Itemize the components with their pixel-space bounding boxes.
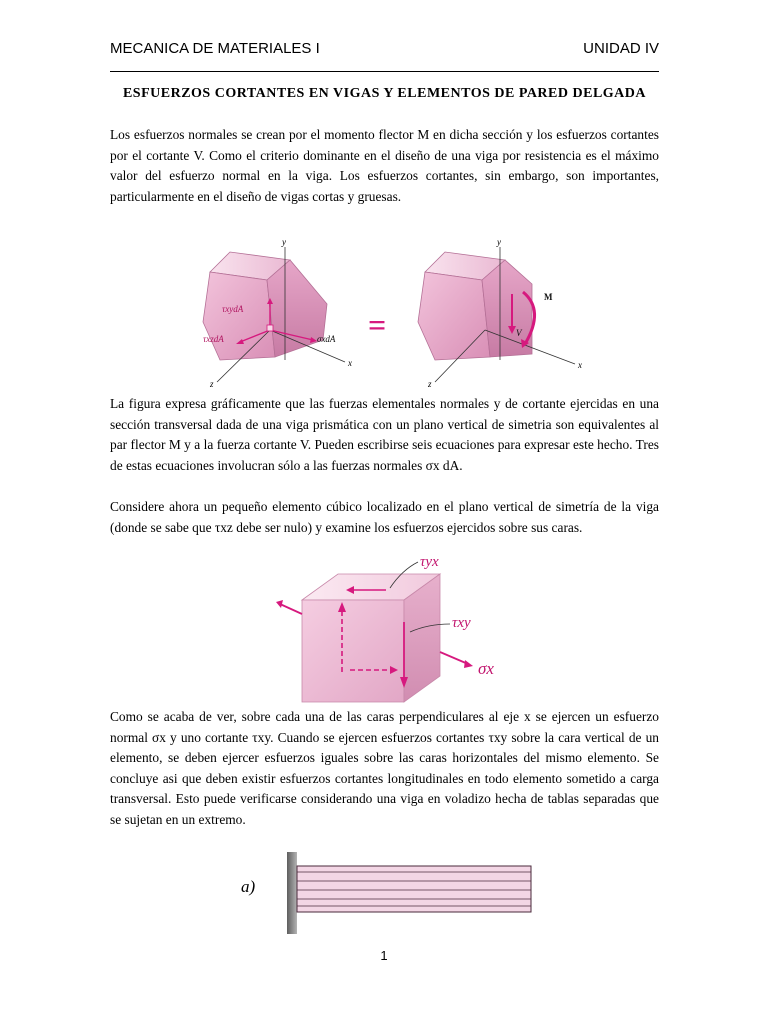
paragraph-2: La figura expresa gráficamente que las fuerzas elementales normales y de cortante ejercidas en una sección transversal dada de una viga prismática con un plano vertical de simetria son equivalentes al par flector M y a la fuerza cortante V. Pueden escribirse seis ecuaciones para expresar este hecho. Tres de estas ecuaciones involucran sólo a las fuerzas normales σx dA. [110, 396, 659, 473]
fig1-tau-xz-label: τxzdA [203, 334, 224, 344]
header-course: MECANICA DE MATERIALES I [110, 40, 320, 57]
fig2-tau-xy-label: τxy [452, 615, 471, 631]
fig1-v-label: V [516, 328, 522, 338]
fig1-x-axis-label-right: x [578, 360, 582, 370]
paragraph-3: Considere ahora un pequeño elemento cúbico localizado en el plano vertical de simetría de la viga (donde se sabe que τxz debe ser nulo) y examine los esfuerzos ejercidos sobre sus caras. [110, 499, 659, 535]
header-unit: UNIDAD IV [583, 40, 659, 57]
fig1-m-label: M [544, 292, 553, 302]
page-header [110, 40, 659, 66]
fig1-y-axis-label-right: y [497, 237, 501, 247]
figure-beam-section-equivalence [195, 232, 595, 390]
paragraph-4: Como se acaba de ver, sobre cada una de las caras perpendiculares al eje x se ejercen un esfuerzo normal σx y uno cortante τxy. Cuando se ejercen esfuerzos cortantes τxy sobre la cara vertical de un elemento, se deben ejercer esfuerzos iguales sobre las caras horizontales del mismo elemento. Se concluye asi que deben existir esfuerzos cortantes longitudinales en todo elemento sometido a carga transversal. Esto puede verificarse considerando una viga en voladizo hecha de tablas separadas que se sujetan en un extremo. [110, 709, 659, 827]
fig1-x-axis-label-left: x [348, 358, 352, 368]
fig1-z-axis-label-left: z [210, 379, 214, 389]
fig1-z-axis-label-right: z [428, 379, 432, 389]
fig2-tau-yx-label: τyx [420, 554, 439, 570]
fig1-sigma-label: σxdA [317, 334, 336, 344]
fig3-label-a: a) [241, 877, 256, 896]
page-number: 1 [380, 948, 388, 963]
paragraph-1: Los esfuerzos normales se crean por el momento flector M en dicha sección y los esfuerzos cortantes por el cortante V. Como el criterio dominante en el diseño de una viga por resistencia es el máximo valor del esfuerzo normal en la viga. Los esfuerzos cortantes, sin embargo, son importantes, particularmente en el diseño de vigas cortas y gruesas. [110, 127, 659, 204]
fig1-y-axis-label-left: y [282, 237, 286, 247]
fig2-sigma-label: σx [478, 659, 494, 678]
right-beam-block [418, 252, 532, 360]
section-title: ESFUERZOS CORTANTES EN VIGAS Y ELEMENTOS DE PARED DELGADA [122, 86, 647, 101]
plank-stack [297, 866, 531, 912]
fixed-support-wall [287, 852, 297, 934]
header-rule [110, 71, 659, 72]
fig1-equals-sign: = [368, 307, 387, 343]
fig1-tau-xy-label: τxydA [222, 304, 244, 314]
figure-cubic-element [270, 552, 510, 712]
figure-cantilever-planks [235, 852, 535, 934]
